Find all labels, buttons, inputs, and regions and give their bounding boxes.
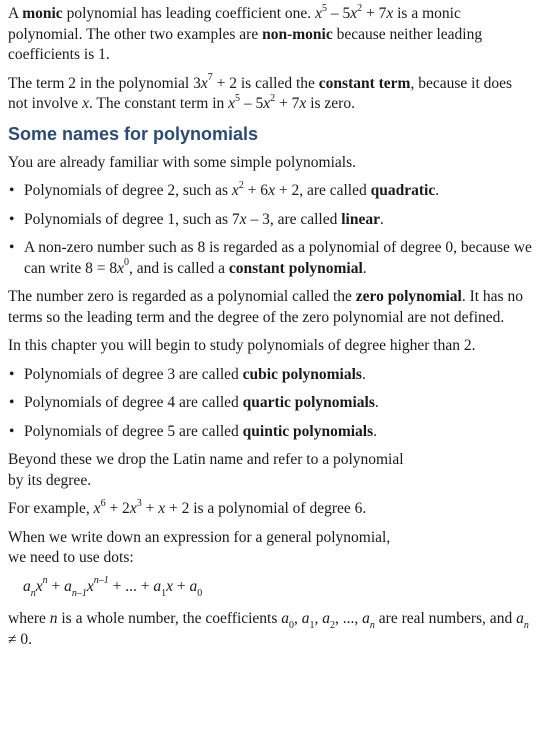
list-item-quartic: • Polynomials of degree 4 are called quartic polynomials.: [8, 393, 532, 414]
zero-polynomial-paragraph: The number zero is regarded as a polynomial called the zero polynomial. It has no terms so the leading term and the degree of the zero polynomial are not defined.: [8, 288, 523, 326]
section-heading: Some names for polynomials: [8, 123, 259, 144]
monic-paragraph: A monic polynomial has leading coefficient one. $x^5 - 5x^2 + 7x$ is a monic polynomial. The other two examples are non-monic because neither leading coefficients is 1.: [8, 2, 483, 63]
list-item-quadratic: • Polynomials of degree 2, such as $x^2 + 6x + 2$, are called quadratic.: [8, 181, 532, 202]
coefficients-paragraph: where n is a whole number, the coefficients $a_0$, $a_1$, $a_2$, ..., $a_n$ are real numbers, and $a_n \ne 0$.: [8, 610, 529, 648]
constant-term-paragraph: The term 2 in the polynomial $3x^7 + 2$ is called the constant term, because it does not involve x. The constant term in $x^5 - 5x^2 + 7x$ is zero.: [8, 72, 513, 112]
list-item-quintic: • Polynomials of degree 5 are called quintic polynomials.: [8, 422, 532, 443]
degree-list: [8, 181, 532, 279]
list-item-linear: • Polynomials of degree 1, such as 7x – 3, are called linear.: [8, 210, 532, 231]
chapter-paragraph: In this chapter you will begin to study polynomials of degree higher than 2.: [8, 337, 476, 354]
example-paragraph: For example, $x^6 + 2x^3 + x + 2$ is a polynomial of degree 6.: [8, 497, 367, 517]
dots-paragraph: When we write down an expression for a general polynomial, we need to use dots:: [8, 528, 391, 566]
higher-degree-list: [8, 365, 532, 443]
list-item-cubic: • Polynomials of degree 3 are called cubic polynomials.: [8, 365, 532, 386]
general-polynomial-formula: $a_nx^n + a_{n-1}x^{n-1}$ + ... + $a_1x + a_0$: [23, 575, 203, 599]
list-item-constant: • A non-zero number such as 8 is regarded as a polynomial of degree 0, because we can write $8 = 8x^0$, and is called a constant polynomial.: [8, 238, 532, 279]
familiar-paragraph: You are already familiar with some simple polynomials.: [8, 153, 356, 171]
beyond-paragraph: Beyond these we drop the Latin name and refer to a polynomial by its degree.: [8, 451, 404, 489]
